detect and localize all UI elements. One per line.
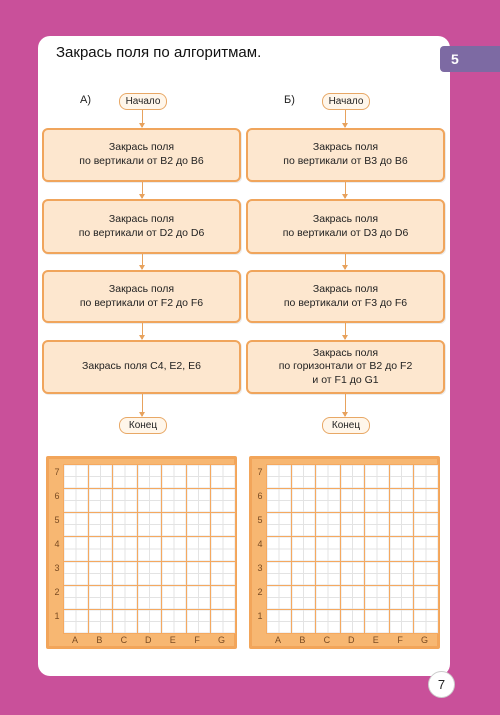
grid-cell[interactable]	[211, 610, 235, 633]
grid-cell[interactable]	[341, 586, 365, 609]
column-letter: G	[421, 635, 429, 645]
coloring-grid-b[interactable]	[249, 456, 440, 649]
grid-cell[interactable]	[138, 586, 162, 609]
grid-cell[interactable]	[64, 465, 88, 488]
grid-cell[interactable]	[187, 610, 211, 633]
grid-cell[interactable]	[187, 489, 211, 512]
column-letter: E	[372, 635, 379, 645]
grid-cell[interactable]	[162, 537, 186, 560]
grid-cell[interactable]	[89, 586, 113, 609]
grid-cell[interactable]	[113, 465, 137, 488]
arrow	[345, 254, 346, 269]
grid-cell[interactable]	[89, 489, 113, 512]
flowchart-b-step-1: Закрась поля по вертикали от B3 до B6	[246, 128, 445, 182]
grid-cell[interactable]	[211, 562, 235, 585]
grid-cell[interactable]	[267, 610, 291, 633]
grid-cell[interactable]	[89, 562, 113, 585]
column-letter: A	[274, 635, 281, 645]
flowchart-b-step-3: Закрась поля по вертикали от F3 до F6	[246, 270, 445, 323]
grid-cell[interactable]	[162, 465, 186, 488]
grid-cells	[266, 464, 439, 634]
grid-cell[interactable]	[316, 489, 340, 512]
column-letter: G	[218, 635, 226, 645]
grid-cell[interactable]	[365, 465, 389, 488]
grid-cell[interactable]	[89, 610, 113, 633]
grid-cell[interactable]	[390, 586, 414, 609]
column-letter: F	[397, 635, 403, 645]
grid-cells	[63, 464, 236, 634]
grid-cell[interactable]	[89, 465, 113, 488]
flowchart-b-step-2: Закрась поля по вертикали от D3 до D6	[246, 199, 445, 254]
grid-cell[interactable]	[138, 610, 162, 633]
arrow	[345, 323, 346, 339]
row-number: 6	[54, 491, 60, 501]
row-number: 1	[54, 611, 60, 621]
grid-cell[interactable]	[414, 610, 438, 633]
page-number: 7	[428, 671, 455, 698]
grid-cell[interactable]	[390, 465, 414, 488]
grid-cell[interactable]	[162, 586, 186, 609]
grid-cell[interactable]	[162, 489, 186, 512]
grid-cell[interactable]	[138, 537, 162, 560]
grid-cell[interactable]	[267, 586, 291, 609]
grid-cell[interactable]	[316, 513, 340, 536]
grid-cell[interactable]	[365, 513, 389, 536]
row-number: 1	[257, 611, 263, 621]
grid-cell[interactable]	[267, 537, 291, 560]
grid-cell[interactable]	[341, 562, 365, 585]
grid-cell[interactable]	[292, 537, 316, 560]
row-number: 6	[257, 491, 263, 501]
grid-cell[interactable]	[64, 562, 88, 585]
grid-cell[interactable]	[64, 586, 88, 609]
column-letter: B	[96, 635, 103, 645]
grid-cell[interactable]	[89, 537, 113, 560]
grid-cell[interactable]	[390, 513, 414, 536]
section-badge: 5	[440, 46, 500, 72]
row-number: 5	[257, 515, 263, 525]
column-letter: F	[194, 635, 200, 645]
grid-cell[interactable]	[292, 562, 316, 585]
grid-cell[interactable]	[187, 586, 211, 609]
column-letter: C	[120, 635, 128, 645]
grid-cell[interactable]	[316, 465, 340, 488]
grid-cell[interactable]	[64, 489, 88, 512]
grid-cell[interactable]	[414, 586, 438, 609]
grid-cell[interactable]	[414, 537, 438, 560]
grid-cell[interactable]	[316, 537, 340, 560]
grid-cell[interactable]	[187, 465, 211, 488]
flowchart-a-step-2: Закрась поля по вертикали от D2 до D6	[42, 199, 241, 254]
column-letter: B	[299, 635, 306, 645]
grid-cell[interactable]	[292, 489, 316, 512]
arrow	[142, 254, 143, 269]
flowchart-a-step-3: Закрась поля по вертикали от F2 до F6	[42, 270, 241, 323]
grid-cell[interactable]	[292, 610, 316, 633]
grid-cell[interactable]	[267, 562, 291, 585]
grid-cell[interactable]	[187, 513, 211, 536]
grid-cell[interactable]	[64, 537, 88, 560]
page-title: Закрась поля по алгоритмам.	[56, 44, 262, 61]
grid-cell[interactable]	[341, 465, 365, 488]
arrow	[345, 110, 346, 127]
flowchart-a-step-4: Закрась поля C4, E2, E6	[42, 340, 241, 394]
arrow	[142, 110, 143, 127]
flowchart-b-label: Б)	[284, 94, 295, 106]
flowchart-a-end: Конец	[119, 417, 167, 434]
grid-cell[interactable]	[390, 562, 414, 585]
column-letter: D	[348, 635, 355, 645]
grid-cell[interactable]	[113, 537, 137, 560]
grid-cell[interactable]	[138, 513, 162, 536]
arrow	[345, 394, 346, 416]
grid-cell[interactable]	[292, 513, 316, 536]
grid-cell[interactable]	[292, 586, 316, 609]
grid-cell[interactable]	[365, 562, 389, 585]
grid-cell[interactable]	[211, 586, 235, 609]
flowchart-b-end: Конец	[322, 417, 370, 434]
column-letter: A	[71, 635, 78, 645]
flowchart-a-label: А)	[80, 94, 91, 106]
grid-cell[interactable]	[414, 513, 438, 536]
grid-cell[interactable]	[365, 489, 389, 512]
row-number: 2	[54, 587, 60, 597]
column-letter: D	[145, 635, 152, 645]
grid-cell[interactable]	[341, 489, 365, 512]
row-number: 5	[54, 515, 60, 525]
grid-cell[interactable]	[390, 610, 414, 633]
arrow	[142, 394, 143, 416]
row-number: 3	[257, 563, 263, 573]
flowchart-a-start: Начало	[119, 93, 167, 110]
column-letter: E	[169, 635, 176, 645]
grid-cell[interactable]	[64, 513, 88, 536]
grid-cell[interactable]	[390, 489, 414, 512]
grid-cell[interactable]	[64, 610, 88, 633]
grid-cell[interactable]	[341, 610, 365, 633]
grid-cell[interactable]	[113, 489, 137, 512]
grid-cell[interactable]	[390, 537, 414, 560]
grid-cell[interactable]	[365, 586, 389, 609]
grid-cell[interactable]	[187, 562, 211, 585]
grid-cell[interactable]	[113, 586, 137, 609]
grid-cell[interactable]	[162, 610, 186, 633]
grid-cell[interactable]	[414, 562, 438, 585]
grid-cell[interactable]	[267, 489, 291, 512]
grid-cell[interactable]	[113, 562, 137, 585]
grid-cell[interactable]	[89, 513, 113, 536]
arrow	[345, 182, 346, 198]
row-number: 7	[257, 467, 263, 477]
grid-cell[interactable]	[316, 586, 340, 609]
grid-cell[interactable]	[267, 465, 291, 488]
grid-cell[interactable]	[138, 465, 162, 488]
grid-cell[interactable]	[162, 513, 186, 536]
grid-cell[interactable]	[211, 465, 235, 488]
grid-cell[interactable]	[414, 489, 438, 512]
grid-cell[interactable]	[316, 610, 340, 633]
grid-cell[interactable]	[138, 489, 162, 512]
grid-cell[interactable]	[316, 562, 340, 585]
coloring-grid-a[interactable]	[46, 456, 237, 649]
row-number: 3	[54, 563, 60, 573]
flowchart-b-start: Начало	[322, 93, 370, 110]
grid-cell[interactable]	[113, 610, 137, 633]
grid-cell[interactable]	[211, 537, 235, 560]
grid-cell[interactable]	[187, 537, 211, 560]
row-number: 4	[257, 539, 263, 549]
grid-cell[interactable]	[292, 465, 316, 488]
grid-cell[interactable]	[341, 513, 365, 536]
grid-cell[interactable]	[138, 562, 162, 585]
arrow	[142, 182, 143, 198]
row-number: 2	[257, 587, 263, 597]
grid-cell[interactable]	[365, 610, 389, 633]
grid-cell[interactable]	[113, 513, 137, 536]
row-number: 7	[54, 467, 60, 477]
grid-cell[interactable]	[414, 465, 438, 488]
column-letter: C	[323, 635, 331, 645]
grid-cell[interactable]	[341, 537, 365, 560]
grid-cell[interactable]	[267, 513, 291, 536]
flowchart-a-step-1: Закрась поля по вертикали от B2 до B6	[42, 128, 241, 182]
arrow	[142, 323, 143, 339]
row-number: 4	[54, 539, 60, 549]
grid-cell[interactable]	[162, 562, 186, 585]
grid-cell[interactable]	[211, 489, 235, 512]
grid-cell[interactable]	[211, 513, 235, 536]
flowchart-b-step-4: Закрась поля по горизонтали от B2 до F2 и от F1 до G1	[246, 340, 445, 394]
grid-cell[interactable]	[365, 537, 389, 560]
